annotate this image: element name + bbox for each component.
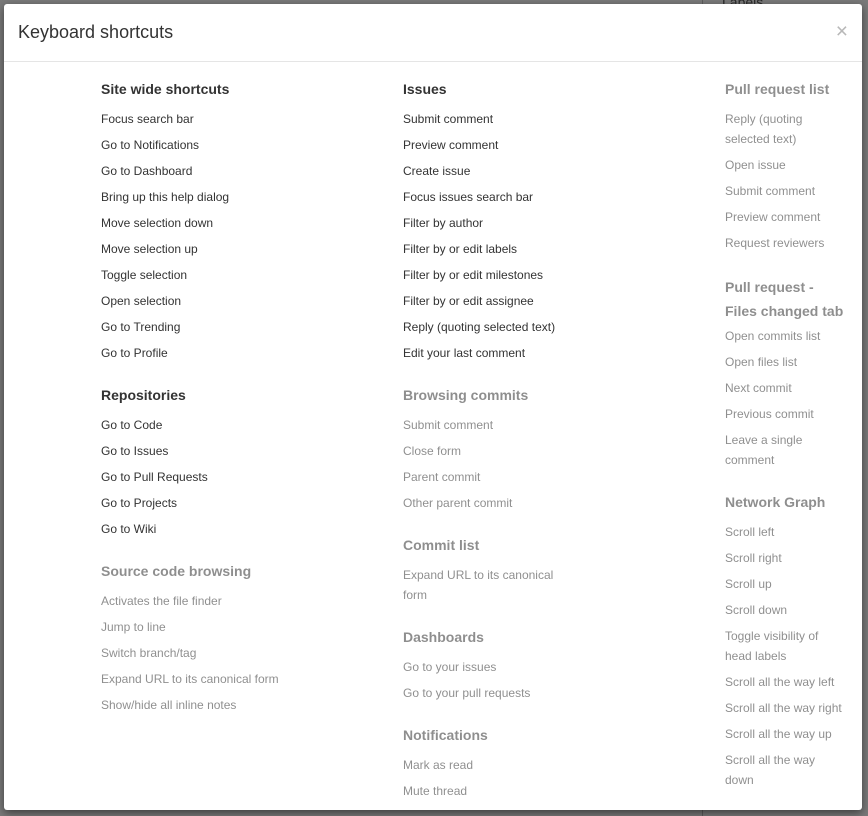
description-line: Leave a single — [725, 433, 803, 447]
shortcut-description: Scroll all the way up — [725, 727, 832, 741]
shortcut-description: Preview comment — [403, 138, 499, 152]
shortcut-description: Activates the file finder — [101, 594, 222, 608]
shortcut-description: Edit your last comment — [403, 346, 526, 360]
modal-header — [4, 4, 862, 62]
shortcut-description: Focus issues search bar — [403, 190, 534, 204]
shortcut-description: Switch branch/tag — [101, 646, 197, 660]
shortcut-description: Go to your pull requests — [403, 686, 531, 700]
shortcut-description: Scroll right — [725, 551, 782, 565]
shortcut-description: Go to Issues — [101, 444, 169, 458]
shortcut-description: Scroll left — [725, 525, 775, 539]
section-title-line: Pull request - — [725, 279, 814, 295]
shortcut-description: Open selection — [101, 294, 182, 308]
shortcut-description — [725, 750, 815, 790]
shortcut-description: Go to Code — [101, 418, 163, 432]
keyboard-shortcuts-modal — [4, 4, 862, 810]
description-line: down — [725, 773, 754, 787]
shortcut-description: Submit comment — [725, 184, 816, 198]
shortcut-description — [725, 626, 818, 666]
description-line: comment — [725, 453, 775, 467]
description-line: selected text) — [725, 132, 797, 146]
shortcut-description: Submit comment — [403, 112, 494, 126]
shortcut-description: Bring up this help dialog — [101, 190, 230, 204]
shortcut-description: Mark as read — [403, 758, 474, 772]
shortcut-description: Go to Pull Requests — [101, 470, 208, 484]
shortcut-description: Go to Wiki — [101, 522, 157, 536]
shortcut-description: Filter by or edit labels — [403, 242, 518, 256]
section-title: Notifications — [403, 727, 488, 743]
shortcut-description: Toggle selection — [101, 268, 188, 282]
shortcut-description: Go to your issues — [403, 660, 497, 674]
section-title: Network Graph — [725, 494, 826, 510]
shortcut-description: Scroll down — [725, 603, 788, 617]
shortcut-description: Open files list — [725, 355, 798, 369]
shortcut-description: Parent commit — [403, 470, 481, 484]
shortcut-description — [725, 109, 802, 149]
section-title: Pull request list — [725, 81, 830, 97]
shortcut-description: Go to Profile — [101, 346, 168, 360]
shortcut-description: Go to Dashboard — [101, 164, 193, 178]
shortcut-description: Previous commit — [725, 407, 814, 421]
shortcut-description: Filter by or edit assignee — [403, 294, 534, 308]
shortcut-description: Go to Trending — [101, 320, 181, 334]
shortcut-description: Filter by or edit milestones — [403, 268, 544, 282]
shortcut-description: Open commits list — [725, 329, 821, 343]
section-title: Commit list — [403, 537, 480, 553]
shortcut-description: Other parent commit — [403, 496, 513, 510]
description-line: Reply (quoting — [725, 112, 803, 126]
shortcut-description: Go to Notifications — [101, 138, 200, 152]
shortcut-description: Expand URL to its canonical form — [101, 672, 279, 686]
shortcut-description: Create issue — [403, 164, 471, 178]
section-title: Site wide shortcuts — [101, 81, 230, 97]
shortcut-description: Focus search bar — [101, 112, 194, 126]
section-title — [725, 275, 843, 323]
shortcut-description: Preview comment — [725, 210, 821, 224]
section-title: Repositories — [101, 387, 186, 403]
section-title-line: Files changed tab — [725, 303, 844, 319]
section-title: Source code browsing — [101, 563, 252, 579]
shortcut-description — [725, 430, 802, 470]
shortcut-description: Scroll up — [725, 577, 772, 591]
shortcut-description: Filter by author — [403, 216, 484, 230]
shortcut-description: Show/hide all inline notes — [101, 698, 237, 712]
shortcut-description: Go to Projects — [101, 496, 178, 510]
shortcut-description: Submit comment — [403, 418, 494, 432]
section-title: Issues — [403, 81, 447, 97]
section-title: Browsing commits — [403, 387, 529, 403]
modal-title: Keyboard shortcuts — [18, 22, 174, 42]
shortcut-description: Request reviewers — [725, 236, 825, 250]
shortcut-description: Mute thread — [403, 784, 468, 798]
shortcut-description: Open issue — [725, 158, 786, 172]
description-line: Toggle visibility of — [725, 629, 819, 643]
shortcut-description: Reply (quoting selected text) — [403, 320, 556, 334]
description-line: Expand URL to its canonical — [403, 568, 554, 582]
shortcut-description: Close form — [403, 444, 462, 458]
shortcut-description: Next commit — [725, 381, 792, 395]
shortcut-description: Move selection up — [101, 242, 198, 256]
close-icon[interactable]: × — [835, 20, 848, 43]
shortcut-description: Scroll all the way left — [725, 675, 835, 689]
description-line: head labels — [725, 649, 787, 663]
shortcut-description: Move selection down — [101, 216, 214, 230]
description-line: Scroll all the way — [725, 753, 816, 767]
description-line: form — [403, 588, 427, 602]
section-title: Dashboards — [403, 629, 484, 645]
shortcut-description — [403, 565, 553, 605]
shortcut-description: Scroll all the way right — [725, 701, 842, 715]
shortcut-description: Jump to line — [101, 620, 166, 634]
